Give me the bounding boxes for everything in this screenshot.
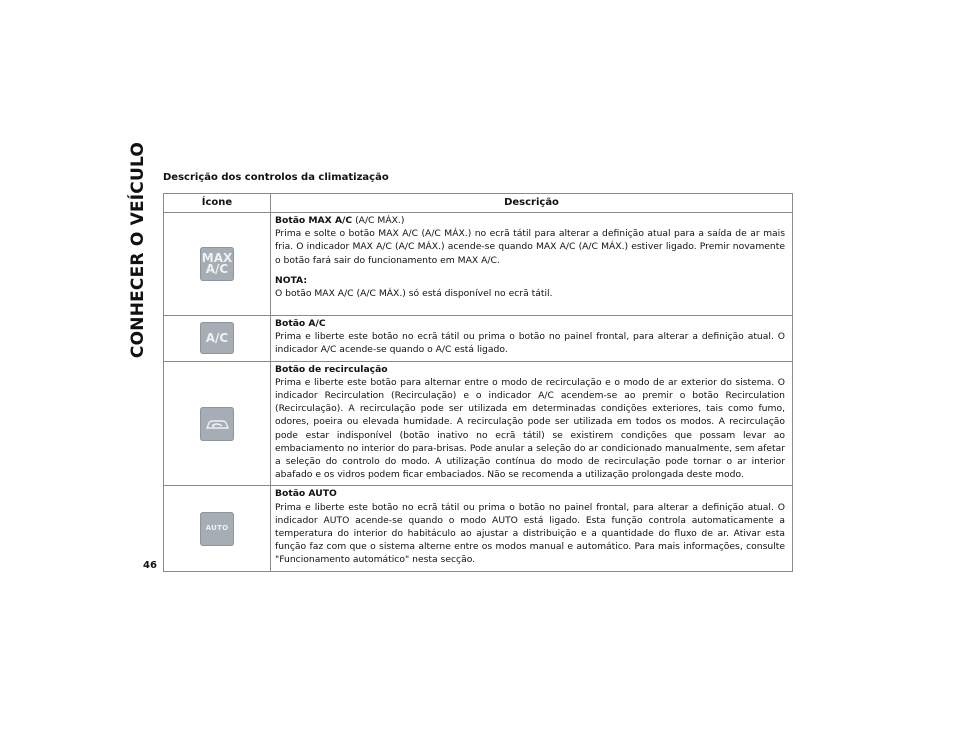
row-description: Prima e solte o botão MAX A/C (A/C MÁX.) no ecrã tátil para alterar a definição atual para a saída de ar mais fria. O indicador MAX A/C (A/C MÁX.) acende-se quando MAX A/C (A/C MÁX.) estiver ligado. Premir novamente o botão fará sair do funcionamento em MAX A/C. bbox=[275, 228, 785, 266]
recirculation-button-icon bbox=[200, 407, 234, 441]
row-description: Prima e liberte este botão para alternar entre o modo de recirculação e o modo de ar exterior do sistema. O indicador Recirculation (Recirculação) e o indicador A/C acendem-se ao premir o botão Recirculation (Recirculação). A recirculação pode ser utilizada em determinadas condições exteriores, tais como fumo, odores, poeira ou elevada humidade. A recirculação pode ser utilizada em todos os modos. A recirculação pode estar indisponível (botão inativo no ecrã tátil) se existirem condições que possam levar ao embaciamento no interior do para-brisas. Pode anular a seleção do ar condicionado manualmente, sem afetar a seleção do controlo do modo. A utilização contínua do modo de recirculação pode tornar o ar interior abafado e os vidros podem ficar embaciados. Não se recomenda a utilização prolongada deste modo. bbox=[275, 376, 785, 481]
table-row bbox=[164, 361, 793, 486]
note-block bbox=[275, 274, 785, 300]
chapter-title: CONHECER O VEÍCULO bbox=[128, 141, 148, 359]
auto-button-icon: AUTO bbox=[200, 512, 234, 546]
recirculation-car-arrow-icon bbox=[204, 416, 230, 432]
max-ac-button-icon bbox=[200, 247, 234, 281]
note-text: O botão MAX A/C (A/C MÁX.) só está disponível no ecrã tátil. bbox=[275, 288, 553, 300]
page-number: 46 bbox=[143, 560, 157, 571]
header-description: Descrição bbox=[271, 194, 793, 213]
row-description: Prima e liberte este botão no ecrã tátil ou prima o botão no painel frontal, para alterar a definição atual. O indicador AUTO acende-se quando o modo AUTO está ligado. Esta função controla automaticamente a temperatura do interior do habitáculo ao ajustar a distribuição e a quantidade do fluxo de ar. Ativar esta função faz com que o sistema alterne entre os modos manual e automático. Para mais informações, consulte "Funcionamento automático" nesta secção. bbox=[275, 501, 785, 566]
row-title-suffix: (A/C MÁX.) bbox=[352, 215, 405, 226]
section-title: Descrição dos controlos da climatização bbox=[163, 172, 389, 183]
table-row bbox=[164, 316, 793, 362]
row-description: Prima e liberte este botão no ecrã tátil ou prima o botão no painel frontal, para alterar a definição atual. O indicador A/C acende-se quando o A/C está ligado. bbox=[275, 331, 785, 356]
row-title: Botão A/C bbox=[275, 318, 326, 329]
header-icon: Ícone bbox=[164, 194, 271, 213]
row-title: Botão MAX A/C bbox=[275, 215, 353, 226]
note-label: NOTA: bbox=[275, 274, 308, 286]
table-header-row bbox=[164, 194, 793, 213]
table-row bbox=[164, 213, 793, 316]
climate-controls-table bbox=[163, 193, 793, 572]
row-title: Botão AUTO bbox=[275, 488, 337, 500]
row-title: Botão de recirculação bbox=[275, 363, 388, 375]
ac-button-icon: A/C bbox=[200, 322, 234, 354]
table-row bbox=[164, 486, 793, 571]
chapter-side-tab bbox=[116, 141, 160, 359]
max-ac-icon-line1: MAX bbox=[201, 251, 233, 265]
max-ac-icon-line2: A/C bbox=[205, 262, 229, 276]
